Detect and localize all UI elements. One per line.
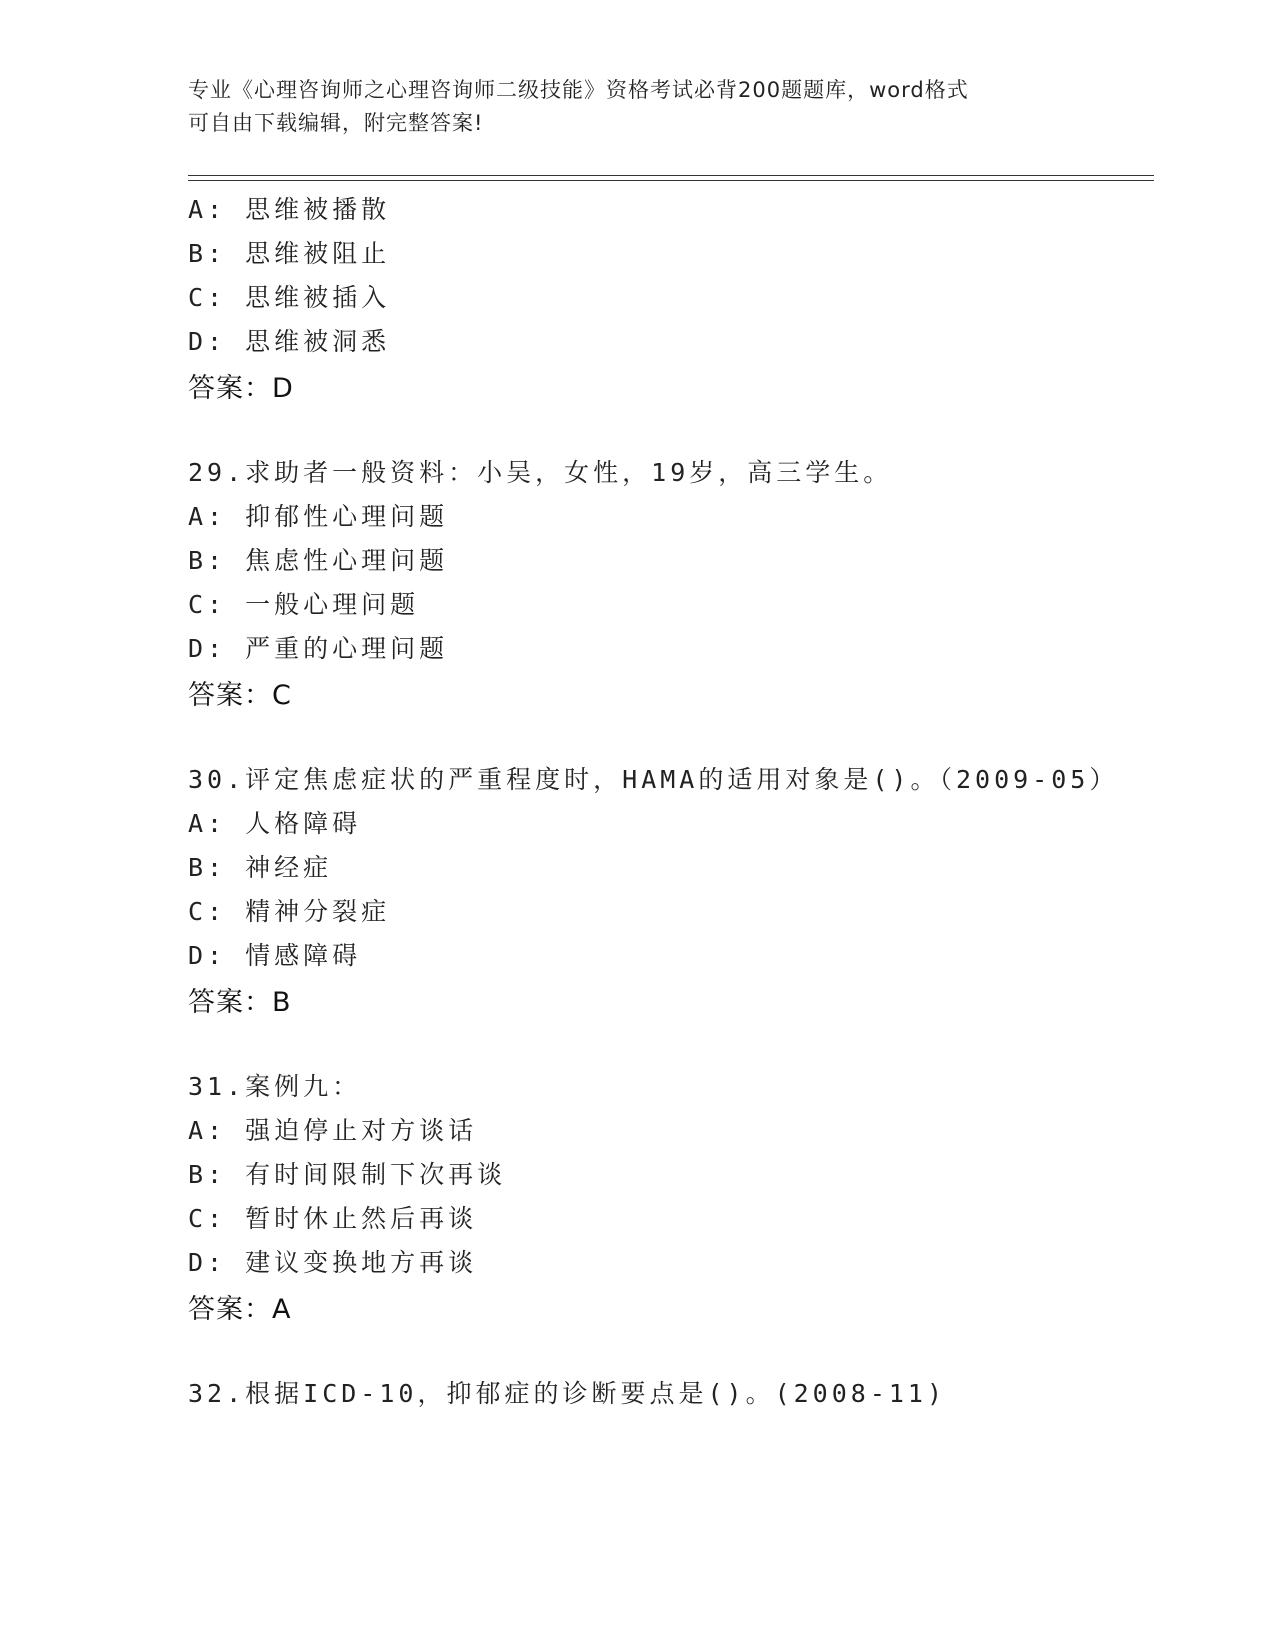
question-30: 30.评定焦虑症状的严重程度时，HAMA的适用对象是()。（2009-05） bbox=[188, 765, 1119, 794]
option-d: D: 建议变换地方再谈 bbox=[188, 1248, 478, 1277]
option-b: B: 焦虑性心理问题 bbox=[188, 546, 449, 575]
option-c: C: 暂时休止然后再谈 bbox=[188, 1204, 478, 1233]
header-line-2: 可自由下载编辑，附完整答案! bbox=[188, 111, 484, 135]
option-c: C: 思维被插入 bbox=[188, 283, 391, 312]
question-32: 32.根据ICD-10，抑郁症的诊断要点是()。(2008-11) bbox=[188, 1379, 947, 1408]
option-d: D: 情感障碍 bbox=[188, 941, 362, 970]
option-c: C: 精神分裂症 bbox=[188, 897, 391, 926]
answer: 答案：C bbox=[188, 680, 292, 711]
header-divider-top bbox=[188, 175, 1154, 176]
option-b: B: 神经症 bbox=[188, 853, 333, 882]
document-header bbox=[188, 74, 1088, 140]
option-a: A: 思维被播散 bbox=[188, 195, 391, 224]
option-d: D: 思维被洞悉 bbox=[188, 327, 391, 356]
option-b: B: 有时间限制下次再谈 bbox=[188, 1160, 507, 1189]
option-a: A: 抑郁性心理问题 bbox=[188, 502, 449, 531]
question-29: 29.求助者一般资料：小吴，女性，19岁，高三学生。 bbox=[188, 458, 893, 487]
answer: 答案：B bbox=[188, 987, 292, 1018]
option-d: D: 严重的心理问题 bbox=[188, 634, 449, 663]
option-b: B: 思维被阻止 bbox=[188, 239, 391, 268]
header-divider-bottom bbox=[188, 180, 1154, 181]
option-a: A: 强迫停止对方谈话 bbox=[188, 1116, 478, 1145]
option-c: C: 一般心理问题 bbox=[188, 590, 420, 619]
question-31: 31.案例九： bbox=[188, 1072, 362, 1101]
header-line-1: 专业《心理咨询师之心理咨询师二级技能》资格考试必背200题题库，word格式 bbox=[188, 78, 969, 102]
answer: 答案：D bbox=[188, 373, 294, 404]
option-a: A: 人格障碍 bbox=[188, 809, 362, 838]
answer: 答案：A bbox=[188, 1294, 292, 1325]
